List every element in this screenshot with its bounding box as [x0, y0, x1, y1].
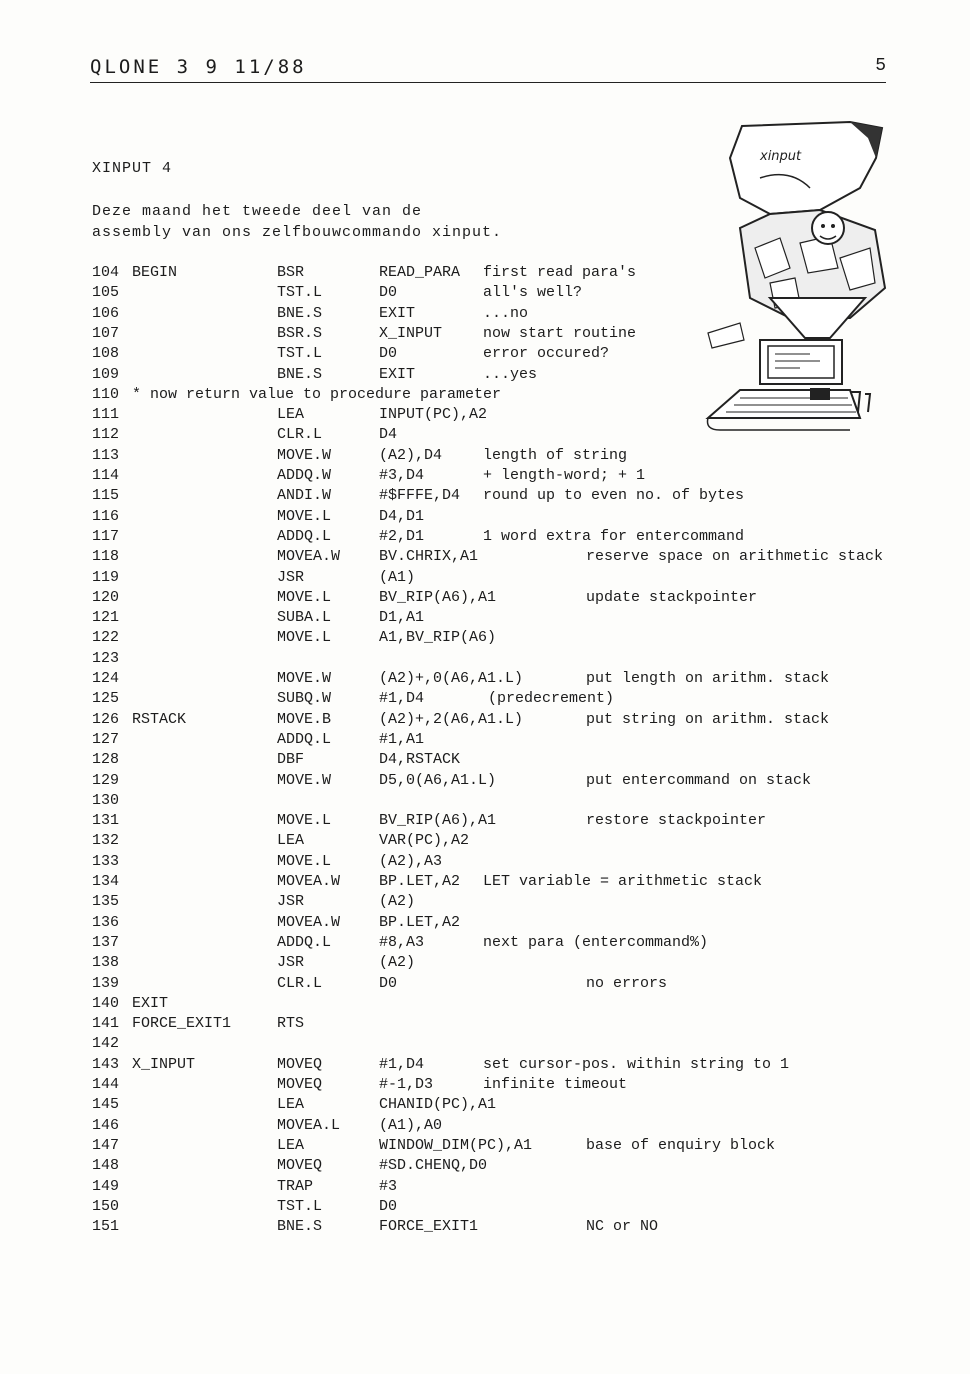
line-number: 110 — [92, 385, 120, 403]
code-comment: set cursor-pos. within string to 1 — [483, 1055, 790, 1073]
code-operand: WINDOW_DIM(PC),A1 — [379, 1136, 533, 1154]
line-number: 111 — [92, 406, 120, 424]
code-line — [0, 994, 970, 1014]
page-number: 5 — [875, 56, 886, 76]
code-line — [0, 1197, 970, 1217]
line-number: 149 — [92, 1177, 120, 1195]
code-comment: round up to even no. of bytes — [483, 487, 745, 505]
code-opcode: SUBA.L — [277, 609, 332, 627]
line-number: 124 — [92, 670, 120, 687]
code-opcode: ADDQ.W — [277, 467, 332, 484]
line-number: 106 — [92, 304, 120, 322]
line-number: 145 — [92, 1096, 120, 1114]
code-opcode: MOVEQ — [277, 1055, 323, 1073]
code-line — [0, 263, 970, 283]
code-line — [0, 344, 970, 364]
line-number: 132 — [92, 832, 120, 850]
line-number: 148 — [92, 1157, 120, 1175]
code-line — [0, 1116, 970, 1136]
code-operand: FORCE_EXIT1 — [379, 1218, 479, 1236]
article-title: XINPUT 4 — [92, 160, 173, 177]
code-label: FORCE_EXIT1 — [132, 1015, 232, 1033]
code-line — [0, 953, 970, 973]
code-opcode: JSR — [277, 954, 305, 972]
code-opcode: SUBQ.W — [277, 690, 332, 708]
code-opcode: ADDQ.L — [277, 730, 332, 748]
code-opcode: MOVEA.W — [277, 873, 341, 890]
code-comment: first read para's — [483, 264, 637, 281]
code-opcode: JSR — [277, 568, 305, 586]
code-opcode: JSR — [277, 893, 305, 911]
code-comment: ...no — [483, 304, 529, 322]
code-comment: now start routine — [483, 324, 637, 342]
code-operand: BP.LET,A2 — [379, 873, 461, 890]
code-comment: put entercommand on stack — [586, 771, 812, 789]
line-number: 115 — [92, 487, 120, 505]
code-line — [0, 283, 970, 303]
code-line — [0, 304, 970, 324]
line-number: 134 — [92, 873, 120, 890]
line-number: 105 — [92, 284, 120, 302]
code-opcode: CLR.L — [277, 974, 323, 992]
code-label: BEGIN — [132, 264, 178, 281]
line-number: 136 — [92, 913, 120, 931]
code-operand: #1,A1 — [379, 730, 425, 748]
code-line — [0, 771, 970, 791]
code-opcode: MOVE.W — [277, 446, 332, 464]
code-opcode: ANDI.W — [277, 487, 332, 505]
code-opcode: BNE.S — [277, 365, 323, 383]
code-label: RSTACK — [132, 710, 187, 728]
code-opcode: LEA — [277, 406, 305, 424]
code-line — [0, 1217, 970, 1237]
code-line — [0, 811, 970, 831]
code-line — [0, 405, 970, 425]
code-operand: D1,A1 — [379, 609, 425, 627]
code-opcode: MOVE.L — [277, 812, 332, 830]
page-header — [90, 56, 886, 83]
code-line — [0, 507, 970, 527]
code-comment: (predecrement) — [488, 690, 615, 708]
code-label: EXIT — [132, 994, 169, 1012]
code-opcode: MOVEQ — [277, 1076, 323, 1093]
code-line — [0, 547, 970, 567]
code-line — [0, 913, 970, 933]
code-opcode: DBF — [277, 751, 305, 769]
code-operand: (A2)+,0(A6,A1.L) — [379, 670, 524, 687]
line-number: 139 — [92, 974, 120, 992]
line-number: 128 — [92, 751, 120, 769]
code-operand: D5,0(A6,A1.L) — [379, 771, 497, 789]
code-operand: READ_PARA — [379, 264, 461, 281]
code-line — [0, 933, 970, 953]
code-operand: D4,RSTACK — [379, 751, 461, 769]
code-operand: INPUT(PC),A2 — [379, 406, 488, 424]
code-comment: 1 word extra for entercommand — [483, 527, 745, 545]
code-label: X_INPUT — [132, 1055, 196, 1073]
line-number: 107 — [92, 324, 120, 342]
code-opcode: MOVEA.W — [277, 913, 341, 931]
line-number: 112 — [92, 426, 120, 444]
line-number: 141 — [92, 1015, 120, 1033]
code-line — [0, 669, 970, 689]
code-line — [0, 568, 970, 588]
code-comment: reserve space on arithmetic stack — [586, 548, 884, 566]
code-opcode: BNE.S — [277, 1218, 323, 1236]
code-opcode: BNE.S — [277, 304, 323, 322]
code-opcode: TST.L — [277, 284, 323, 302]
code-operand: X_INPUT — [379, 324, 443, 342]
code-opcode: MOVEA.W — [277, 548, 341, 566]
line-number: 135 — [92, 893, 120, 911]
code-line — [0, 608, 970, 628]
line-number: 104 — [92, 264, 120, 281]
code-line — [0, 750, 970, 770]
code-operand: #8,A3 — [379, 933, 425, 951]
code-line — [0, 365, 970, 385]
code-line — [0, 385, 970, 405]
code-comment: no errors — [586, 974, 668, 992]
code-comment: put string on arithm. stack — [586, 710, 830, 728]
code-line — [0, 892, 970, 912]
sack-label: xinput — [760, 149, 802, 164]
code-line — [0, 1034, 970, 1054]
line-number: 122 — [92, 629, 120, 647]
line-number: 117 — [92, 527, 120, 545]
code-label: * now return value to procedure parameter — [132, 385, 502, 403]
code-line — [0, 1014, 970, 1034]
line-number: 144 — [92, 1076, 120, 1093]
code-line — [0, 730, 970, 750]
code-operand: #1,D4 — [379, 690, 425, 708]
code-operand: VAR(PC),A2 — [379, 832, 470, 850]
code-opcode: LEA — [277, 832, 305, 850]
code-operand: (A1) — [379, 568, 416, 586]
code-comment: next para (entercommand%) — [483, 933, 709, 951]
intro-line: assembly van ons zelfbouwcommando xinput. — [92, 223, 503, 241]
line-number: 129 — [92, 771, 120, 789]
line-number: 146 — [92, 1116, 120, 1134]
code-operand: #$FFFE,D4 — [379, 487, 461, 505]
line-number: 133 — [92, 852, 120, 870]
line-number: 109 — [92, 365, 120, 383]
line-number: 130 — [92, 791, 120, 809]
code-operand: BV_RIP(A6),A1 — [379, 812, 497, 830]
line-number: 123 — [92, 649, 120, 667]
code-operand: (A2)+,2(A6,A1.L) — [379, 710, 524, 728]
code-line — [0, 1095, 970, 1115]
code-line — [0, 872, 970, 892]
code-comment: infinite timeout — [483, 1076, 628, 1093]
line-number: 125 — [92, 690, 120, 708]
code-comment: LET variable = arithmetic stack — [483, 873, 763, 890]
code-line — [0, 791, 970, 811]
code-opcode: TRAP — [277, 1177, 314, 1195]
code-line — [0, 628, 970, 648]
code-opcode: MOVE.L — [277, 507, 332, 525]
line-number: 116 — [92, 507, 120, 525]
code-comment: all's well? — [483, 284, 583, 302]
code-line — [0, 710, 970, 730]
code-operand: D0 — [379, 345, 398, 363]
code-operand: #-1,D3 — [379, 1076, 434, 1093]
code-line — [0, 1156, 970, 1176]
code-opcode: BSR — [277, 264, 305, 281]
code-opcode: LEA — [277, 1096, 305, 1114]
code-line — [0, 649, 970, 669]
code-opcode: MOVEA.L — [277, 1116, 341, 1134]
code-opcode: MOVE.W — [277, 670, 332, 687]
code-operand: #1,D4 — [379, 1055, 425, 1073]
code-line — [0, 1055, 970, 1075]
code-opcode: MOVEQ — [277, 1157, 323, 1175]
code-comment: ...yes — [483, 365, 538, 383]
code-line — [0, 1177, 970, 1197]
code-opcode: TST.L — [277, 345, 323, 363]
code-line — [0, 689, 970, 709]
code-comment: base of enquiry block — [586, 1136, 776, 1154]
intro-line: Deze maand het tweede deel van de — [92, 203, 423, 220]
code-operand: BV_RIP(A6),A1 — [379, 588, 497, 606]
intro-text — [92, 202, 502, 243]
code-operand: #3,D4 — [379, 467, 425, 484]
line-number: 118 — [92, 548, 120, 566]
code-opcode: CLR.L — [277, 426, 323, 444]
code-operand: CHANID(PC),A1 — [379, 1096, 497, 1114]
code-line — [0, 446, 970, 466]
line-number: 137 — [92, 933, 120, 951]
code-comment: restore stackpointer — [586, 812, 767, 830]
code-operand: #SD.CHENQ,D0 — [379, 1157, 488, 1175]
line-number: 142 — [92, 1035, 120, 1053]
code-operand: #2,D1 — [379, 527, 425, 545]
line-number: 119 — [92, 568, 120, 586]
code-operand: D0 — [379, 974, 398, 992]
line-number: 113 — [92, 446, 120, 464]
code-operand: #3 — [379, 1177, 398, 1195]
line-number: 138 — [92, 954, 120, 972]
code-comment: length of string — [483, 446, 628, 464]
code-line — [0, 425, 970, 445]
code-line — [0, 831, 970, 851]
code-opcode: RTS — [277, 1015, 305, 1033]
line-number: 108 — [92, 345, 120, 363]
code-operand: (A1),A0 — [379, 1116, 443, 1134]
code-line — [0, 1075, 970, 1095]
code-line — [0, 588, 970, 608]
code-opcode: MOVE.L — [277, 588, 332, 606]
code-line — [0, 527, 970, 547]
code-operand: A1,BV_RIP(A6) — [379, 629, 497, 647]
line-number: 151 — [92, 1218, 120, 1236]
code-operand: EXIT — [379, 365, 416, 383]
line-number: 143 — [92, 1055, 120, 1073]
code-operand: EXIT — [379, 304, 416, 322]
code-operand: (A2),A3 — [379, 852, 443, 870]
code-line — [0, 1136, 970, 1156]
code-line — [0, 852, 970, 872]
code-comment: error occured? — [483, 345, 610, 363]
code-operand: BP.LET,A2 — [379, 913, 461, 931]
line-number: 114 — [92, 467, 120, 484]
code-line — [0, 324, 970, 344]
line-number: 120 — [92, 588, 120, 606]
code-operand: D0 — [379, 284, 398, 302]
code-operand: (A2) — [379, 954, 416, 972]
code-operand: D4,D1 — [379, 507, 425, 525]
code-opcode: BSR.S — [277, 324, 323, 342]
line-number: 140 — [92, 994, 120, 1012]
code-operand: (A2) — [379, 893, 416, 911]
code-comment: NC or NO — [586, 1218, 659, 1236]
magazine-issue-label: QLONE 3 9 11/88 — [90, 56, 307, 78]
code-line — [0, 466, 970, 486]
line-number: 131 — [92, 812, 120, 830]
line-number: 121 — [92, 609, 120, 627]
code-comment: put length on arithm. stack — [586, 670, 830, 687]
code-opcode: MOVE.W — [277, 771, 332, 789]
code-line — [0, 974, 970, 994]
code-comment: + length-word; + 1 — [483, 467, 646, 484]
code-operand: (A2),D4 — [379, 446, 443, 464]
line-number: 147 — [92, 1136, 120, 1154]
code-operand: BV.CHRIX,A1 — [379, 548, 479, 566]
code-opcode: ADDQ.L — [277, 933, 332, 951]
line-number: 127 — [92, 730, 120, 748]
code-operand: D4 — [379, 426, 398, 444]
code-opcode: TST.L — [277, 1197, 323, 1215]
code-opcode: MOVE.B — [277, 710, 332, 728]
code-opcode: MOVE.L — [277, 852, 332, 870]
line-number: 126 — [92, 710, 120, 728]
code-opcode: LEA — [277, 1136, 305, 1154]
code-line — [0, 486, 970, 506]
code-opcode: MOVE.L — [277, 629, 332, 647]
code-opcode: ADDQ.L — [277, 527, 332, 545]
code-operand: D0 — [379, 1197, 398, 1215]
line-number: 150 — [92, 1197, 120, 1215]
code-comment: update stackpointer — [586, 588, 758, 606]
